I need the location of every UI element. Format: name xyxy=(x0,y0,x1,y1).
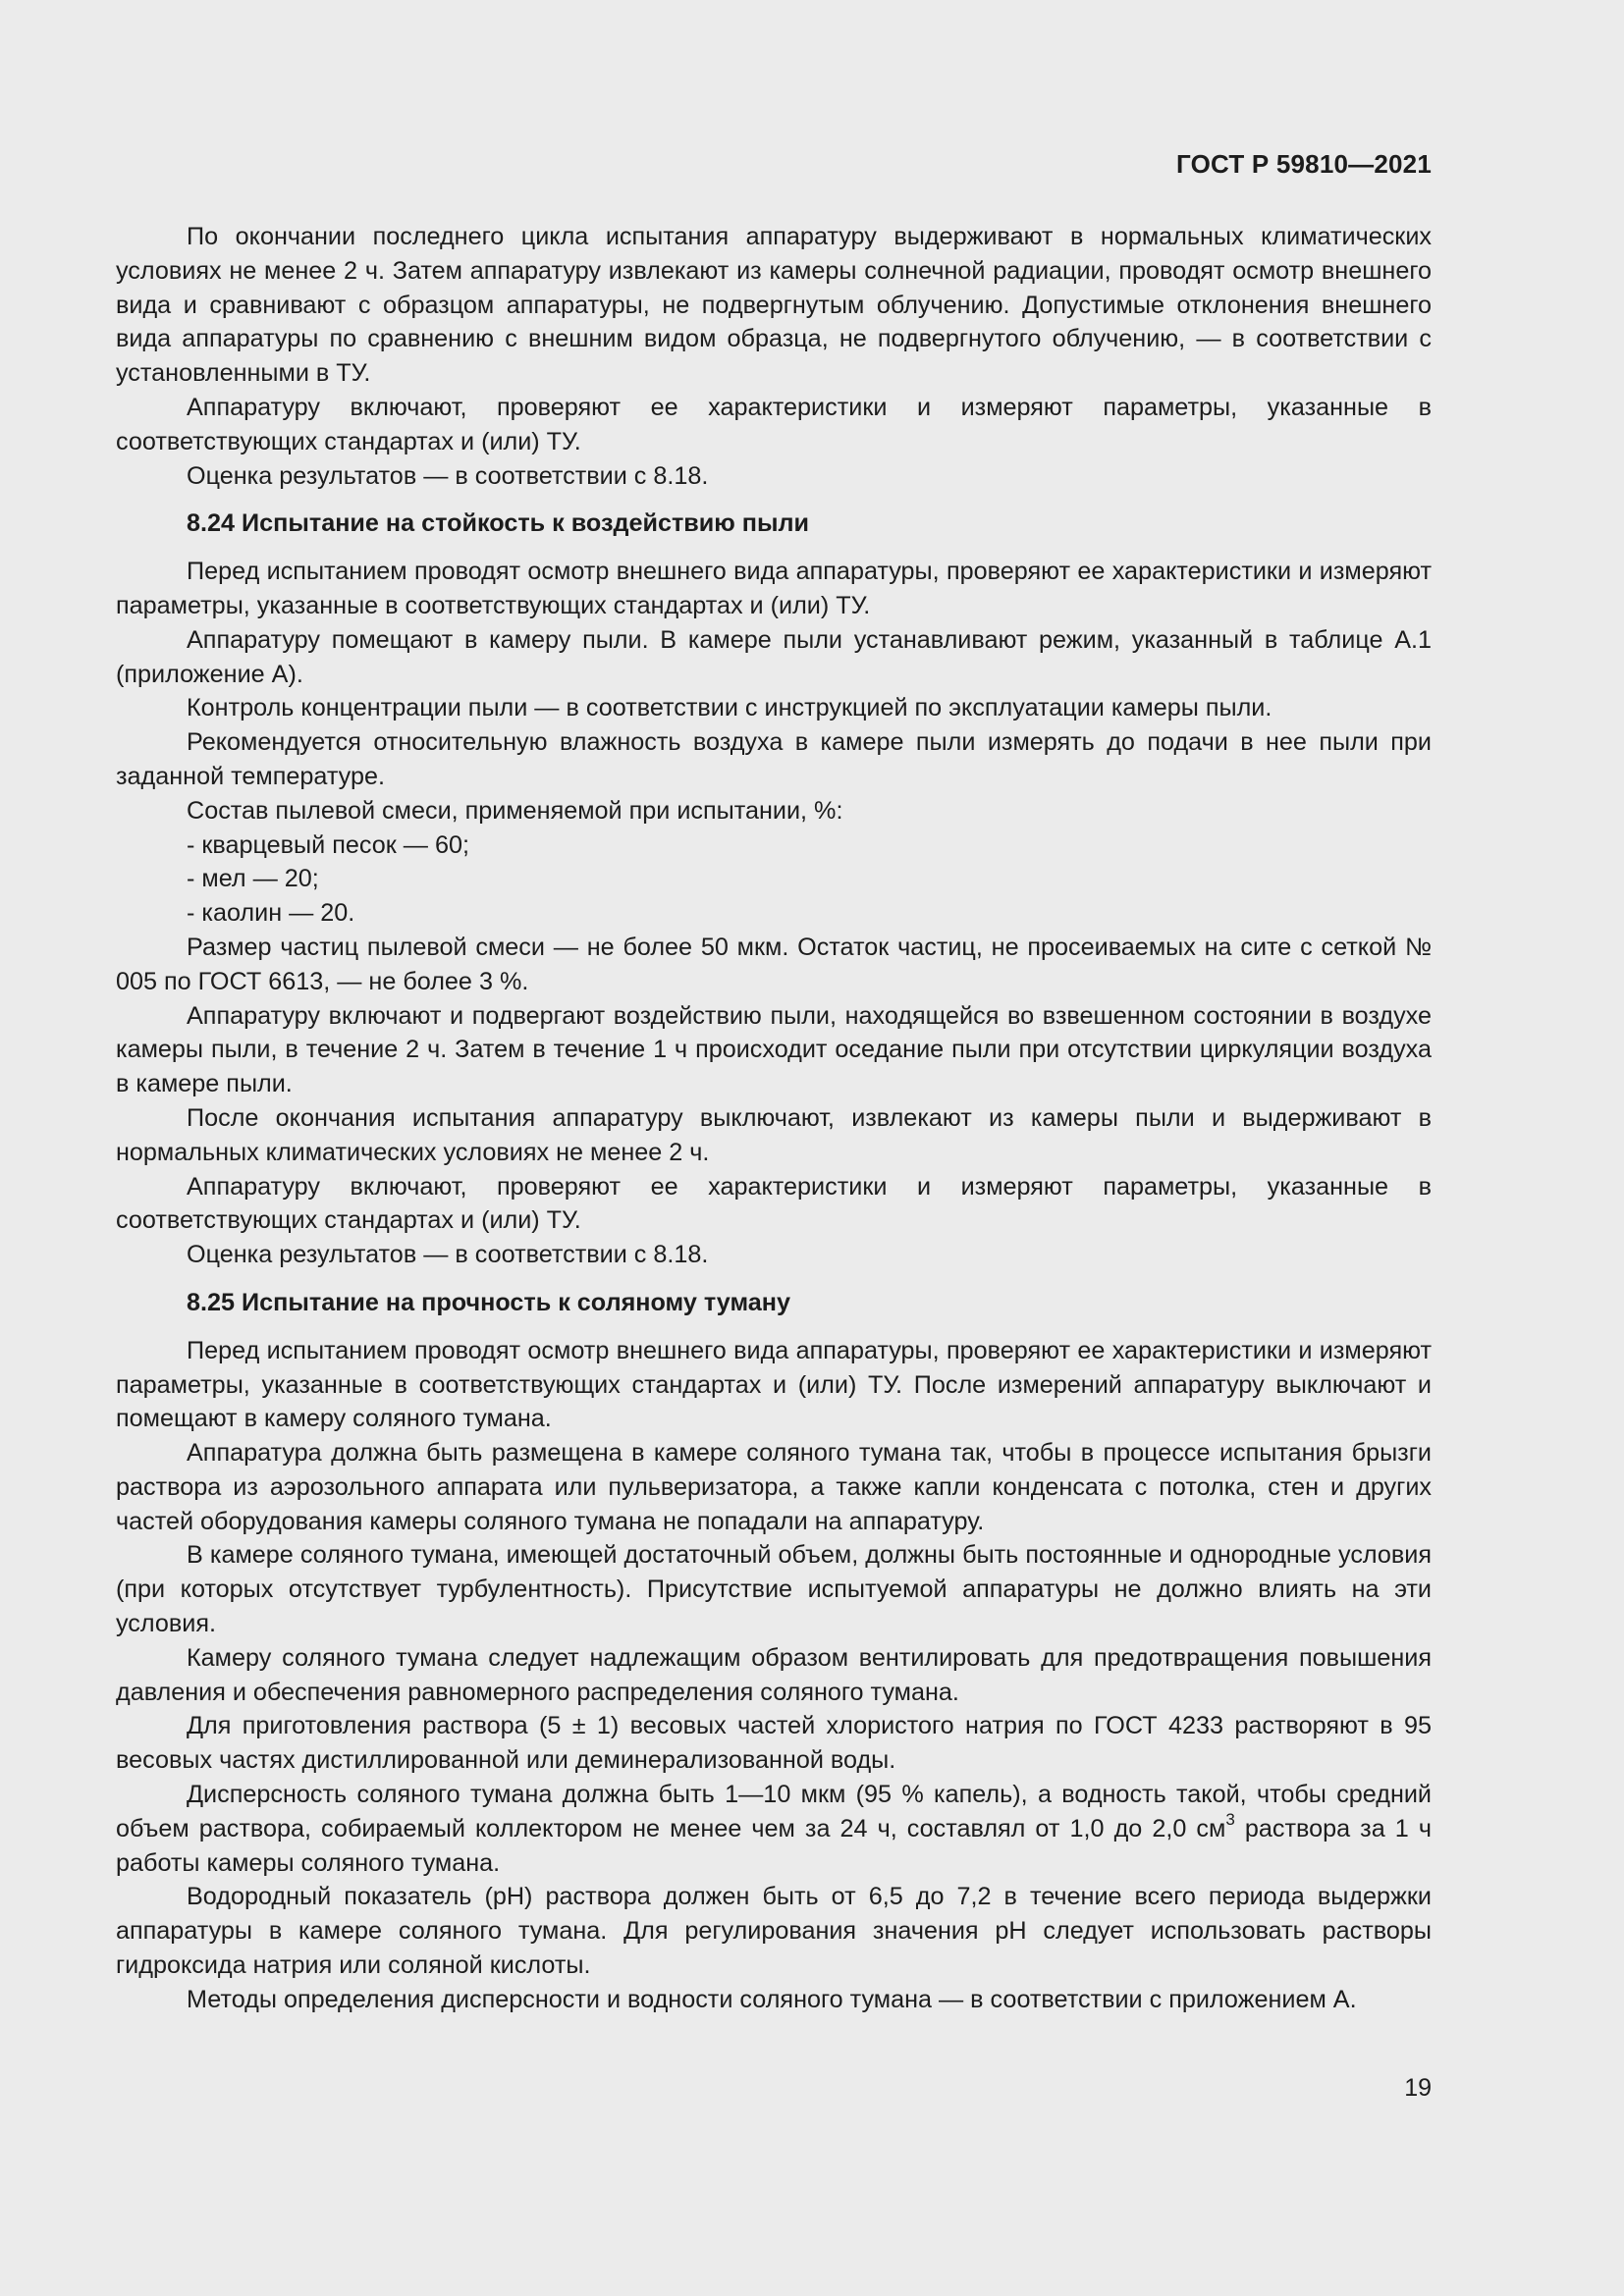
paragraph: Оценка результатов — в соответствии с 8.18. xyxy=(187,1241,709,1269)
paragraph: Аппаратура должна быть размещена в камере соляного тумана так, чтобы в процессе испытания брызги раствора из аэрозольного аппарата или пульверизатора, а также капли конденсата с потолка, стен и других частей оборудования камеры соляного тумана не попадали на аппаратуру. xyxy=(116,1439,1432,1535)
paragraph: Аппаратуру включают, проверяют ее характеристики и измеряют параметры, указанные в соответствующих стандартах и (или) ТУ. xyxy=(116,1172,1432,1235)
paragraph: По окончании последнего цикла испытания аппаратуру выдерживают в нормальных климатических условиях не менее 2 ч. Затем аппаратуру извлекают из камеры солнечной радиации, проводят осмотр внешнего вида и сравнивают с образцом аппаратуры, не подвергнутым облучению. Допустимые отклонения внешнего вида аппаратуры по сравнению с внешним видом образца, не подвергнутого облучению, — в соответствии с установленными в ТУ. xyxy=(116,223,1432,388)
list-item: - каолин — 20. xyxy=(187,899,355,928)
paragraph: Водородный показатель (рН) раствора должен быть от 6,5 до 7,2 в течение всего периода выдержки аппаратуры в камере соляного тумана. Для регулирования значения рН следует использовать растворы гидроксида натрия или соляной кислоты. xyxy=(116,1883,1432,1980)
paragraph: В камере соляного тумана, имеющей достаточный объем, должны быть постоянные и однородные условия (при которых отсутствует турбулентность). Присутствие испытуемой аппаратуры не должно влиять на эти условия. xyxy=(116,1541,1432,1638)
paragraph: Перед испытанием проводят осмотр внешнего вида аппаратуры, проверяют ее характеристики и измеряют параметры, указанные в соответствующих стандартах и (или) ТУ. После измерений аппаратуру выключают и помещают в камеру соляного тумана. xyxy=(116,1336,1432,1433)
paragraph: Состав пылевой смеси, применяемой при испытании, %: xyxy=(187,796,843,825)
paragraph xyxy=(116,1778,1432,1880)
document-id-header: ГОСТ Р 59810—2021 xyxy=(1176,149,1432,179)
list-item: - кварцевый песок — 60; xyxy=(187,830,469,859)
document-body xyxy=(116,220,1432,2017)
paragraph: Методы определения дисперсности и водности соляного тумана — в соответствии с приложением А. xyxy=(187,1985,1357,2013)
page-number: 19 xyxy=(1404,2074,1432,2102)
paragraph-text: раствора за 1 ч работы камеры соляного тумана. xyxy=(116,1814,1432,1877)
paragraph: Рекомендуется относительную влажность воздуха в камере пыли измерять до подачи в нее пыли при заданной температуре. xyxy=(116,728,1432,790)
document-page xyxy=(116,0,1432,2296)
paragraph: Перед испытанием проводят осмотр внешнего вида аппаратуры, проверяют ее характеристики и измеряют параметры, указанные в соответствующих стандартах и (или) ТУ. xyxy=(116,558,1432,619)
paragraph: Контроль концентрации пыли — в соответствии с инструкцией по эксплуатации камеры пыли. xyxy=(187,694,1272,722)
paragraph-text: Дисперсность соляного тумана должна быть 1—10 мкм (95 % капель), а водность такой, чтобы средний объем раствора, собираемый коллектором не менее чем за 24 ч, составлял от 1,0 до 2,0 см xyxy=(116,1781,1432,1842)
paragraph: После окончания испытания аппаратуру выключают, извлекают из камеры пыли и выдерживают в нормальных климатических условиях не менее 2 ч. xyxy=(116,1103,1432,1166)
paragraph: Аппаратуру включают и подвергают воздействию пыли, находящейся во взвешенном состоянии в воздухе камеры пыли, в течение 2 ч. Затем в течение 1 ч происходит оседание пыли при отсутствии циркуляции воздуха в камере пыли. xyxy=(116,1001,1432,1098)
list-item: - мел — 20; xyxy=(187,865,319,893)
paragraph: Для приготовления раствора (5 ± 1) весовых частей хлористого натрия по ГОСТ 4233 растворяют в 95 весовых частях дистиллированной или деминерализованной воды. xyxy=(116,1712,1432,1775)
superscript: 3 xyxy=(1225,1810,1235,1830)
section-heading-8-25: 8.25 Испытание на прочность к соляному туману xyxy=(187,1288,791,1316)
section-heading-8-24: 8.24 Испытание на стойкость к воздействию пыли xyxy=(187,509,809,538)
paragraph: Размер частиц пылевой смеси — не более 50 мкм. Остаток частиц, не просеиваемых на сите с сеткой № 005 по ГОСТ 6613, — не более 3 %. xyxy=(116,933,1432,995)
paragraph: Аппаратуру помещают в камеру пыли. В камере пыли устанавливают режим, указанный в таблице А.1 (приложение А). xyxy=(116,625,1432,688)
paragraph: Камеру соляного тумана следует надлежащим образом вентилировать для предотвращения повышения давления и обеспечения равномерного распределения соляного тумана. xyxy=(116,1643,1432,1706)
paragraph: Аппаратуру включают, проверяют ее характеристики и измеряют параметры, указанные в соответствующих стандартах и (или) ТУ. xyxy=(116,393,1432,455)
paragraph: Оценка результатов — в соответствии с 8.18. xyxy=(187,461,709,490)
